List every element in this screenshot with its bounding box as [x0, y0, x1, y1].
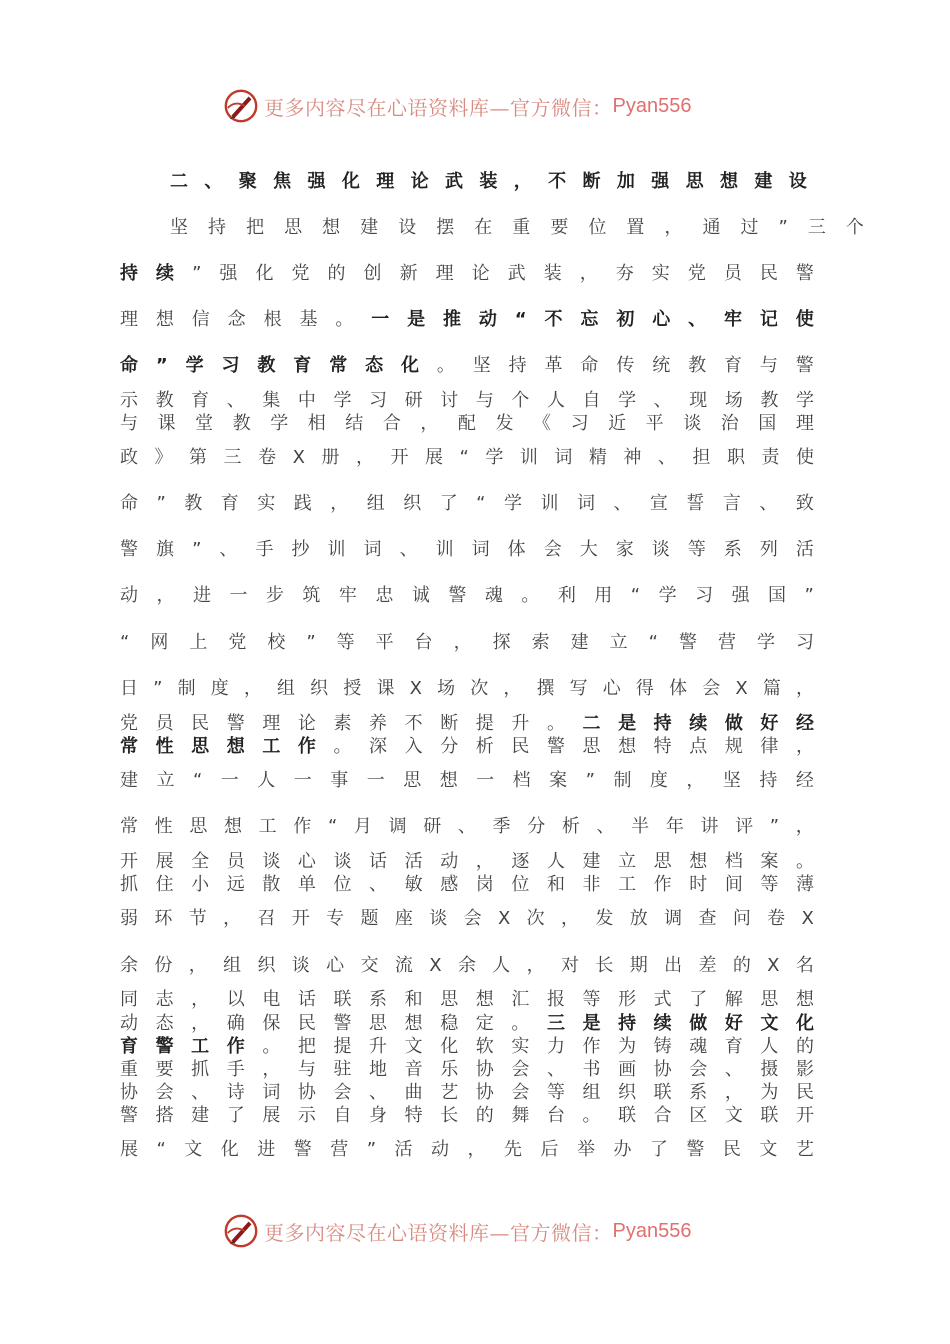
text-line: 命 ” 教 育 实 践 ， 组 织 了 “ 学 训 词 、 宣 誓 言 、 致	[120, 493, 814, 514]
text-line: 开 展 全 员 谈 心 谈 话 活 动 ， 逐 人 建 立 思 想 档 案 。	[120, 851, 814, 872]
text-line: 示 教 育 、 集 中 学 习 研 讨 与 个 人 自 学 、 现 场 教 学	[120, 390, 814, 411]
footer-watermark-banner	[222, 1211, 691, 1251]
text-line: 动 ， 进 一 步 筑 牢 忠 诚 警 魂 。 利 用 “ 学 习 强 国 ”	[120, 585, 814, 606]
text-line: 同 志 ， 以 电 话 联 系 和 思 想 汇 报 等 形 式 了 解 思 想	[120, 989, 814, 1010]
text-line: 党 员 民 警 理 论 素 养 不 断 提 升 。 二 是 持 续 做 好 经	[120, 713, 814, 734]
banner-text: 更多内容尽在心语资料库—官方微信：	[264, 1220, 613, 1245]
text-line: 命 ” 学 习 教 育 常 态 化 。 坚 持 革 命 传 统 教 育 与 警	[120, 355, 814, 376]
section-heading: 二 、 聚 焦 强 化 理 论 武 装 ， 不 断 加 强 思 想 建 设	[170, 171, 807, 192]
text-line: 警 旗 ” 、 手 抄 训 词 、 训 词 体 会 大 家 谈 等 系 列 活	[120, 539, 814, 560]
text-line: 持 续 ” 强 化 党 的 创 新 理 论 武 装 ， 夯 实 党 员 民 警	[120, 263, 814, 284]
text-line: 常 性 思 想 工 作 “ 月 调 研 、 季 分 析 、 半 年 讲 评 ” ，	[120, 816, 814, 837]
text-line: 理 想 信 念 根 基 。 一 是 推 动 “ 不 忘 初 心 、 牢 记 使	[120, 309, 814, 330]
text-line: 警 搭 建 了 展 示 自 身 特 长 的 舞 台 。 联 合 区 文 联 开	[120, 1105, 814, 1126]
text-line: 与 课 堂 教 学 相 结 合 ， 配 发 《 习 近 平 谈 治 国 理	[120, 413, 814, 434]
banner-wechat-id: Pyan556	[612, 1219, 692, 1242]
banner-wechat-id: Pyan556	[612, 94, 692, 117]
text-line: 余 份 ， 组 织 谈 心 交 流 X 余 人 ， 对 长 期 出 差 的 X 名	[120, 955, 814, 976]
text-line: 展 “ 文 化 进 警 营 ” 活 动 ， 先 后 举 办 了 警 民 文 艺	[120, 1139, 814, 1160]
text-line: 育 警 工 作 。 把 提 升 文 化 软 实 力 作 为 铸 魂 育 人 的	[120, 1036, 814, 1057]
text-line: “ 网 上 党 校 ” 等 平 台 ， 探 索 建 立 “ 警 营 学 习	[120, 632, 814, 653]
text-line: 坚 持 把 思 想 建 设 摆 在 重 要 位 置 ， 通 过 ” 三 个	[170, 217, 864, 238]
pen-logo-icon	[222, 87, 260, 125]
text-line: 常 性 思 想 工 作 。 深 入 分 析 民 警 思 想 特 点 规 律 ，	[120, 736, 814, 757]
text-line: 政 》 第 三 卷 X 册 ， 开 展 “ 学 训 词 精 神 、 担 职 责 使	[120, 447, 814, 468]
text-line: 抓 住 小 远 散 单 位 、 敏 感 岗 位 和 非 工 作 时 间 等 薄	[120, 874, 814, 895]
banner-text: 更多内容尽在心语资料库—官方微信：	[264, 95, 613, 120]
text-line: 协 会 、 诗 词 协 会 、 曲 艺 协 会 等 组 织 联 系 ， 为 民	[120, 1082, 814, 1103]
text-line: 建 立 “ 一 人 一 事 一 思 想 一 档 案 ” 制 度 ， 坚 持 经	[120, 770, 814, 791]
text-line: 弱 环 节 ， 召 开 专 题 座 谈 会 X 次 ， 发 放 调 查 问 卷 X	[120, 908, 814, 929]
pen-logo-icon	[222, 1212, 260, 1250]
text-line: 重 要 抓 手 ， 与 驻 地 音 乐 协 会 、 书 画 协 会 、 摄 影	[120, 1059, 814, 1080]
header-watermark-banner	[222, 86, 691, 126]
text-line: 日 ” 制 度 ， 组 织 授 课 X 场 次 ， 撰 写 心 得 体 会 X 篇 ，	[120, 678, 814, 699]
text-line: 动 态 ， 确 保 民 警 思 想 稳 定 。 三 是 持 续 做 好 文 化	[120, 1013, 814, 1034]
